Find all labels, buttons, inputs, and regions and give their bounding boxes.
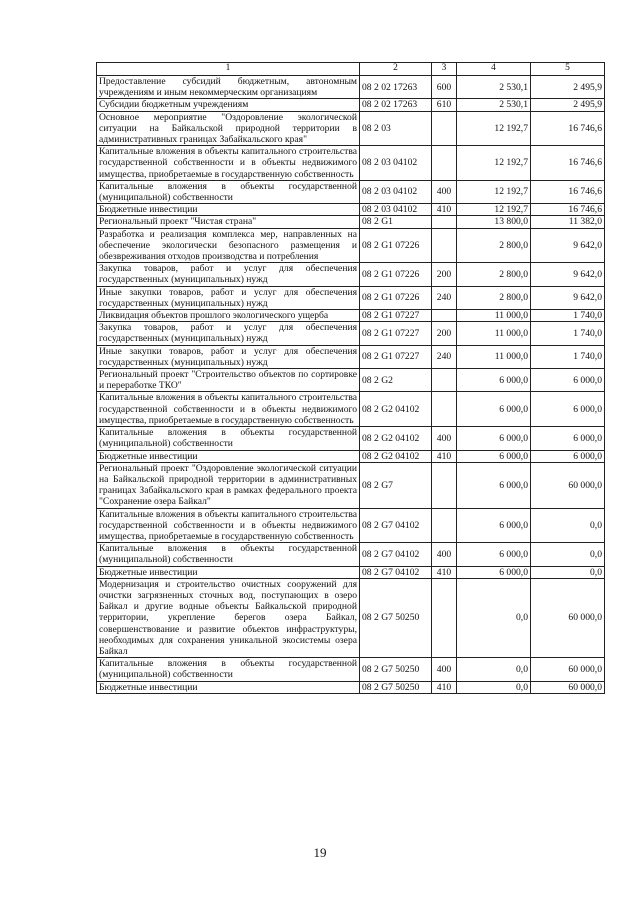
row-code-cell: 08 2 G7 04102	[360, 566, 432, 578]
row-code-cell: 08 2 G1 07227	[360, 310, 432, 322]
row-sum-2020-cell: 6 000,0	[457, 566, 531, 578]
row-code-cell: 08 2 02 17263	[360, 99, 432, 111]
row-sum-2021-cell: 60 000,0	[531, 462, 605, 508]
row-sum-2021-cell: 0,0	[531, 566, 605, 578]
row-sum-2020-cell: 12 192,7	[457, 180, 531, 203]
row-name-cell: Бюджетные инвестиции	[97, 450, 360, 462]
table-row	[97, 216, 605, 228]
header-col-5: 5	[531, 63, 605, 76]
row-sum-2020-cell: 2 530,1	[457, 99, 531, 111]
row-vr-cell	[432, 578, 457, 657]
header-col-2: 2	[360, 63, 432, 76]
row-code-cell: 08 2 G1 07226	[360, 228, 432, 263]
row-vr-cell	[432, 369, 457, 392]
row-code-cell: 08 2 G2 04102	[360, 450, 432, 462]
row-code-cell: 08 2 G7 50250	[360, 681, 432, 693]
row-name-cell: Региональный проект "Строительство объектов по сортировке и переработке ТКО"	[97, 369, 360, 392]
row-vr-cell	[432, 462, 457, 508]
row-sum-2021-cell: 0,0	[531, 508, 605, 543]
row-sum-2020-cell: 0,0	[457, 681, 531, 693]
row-sum-2021-cell: 0,0	[531, 543, 605, 566]
row-vr-cell	[432, 392, 457, 427]
table-row	[97, 543, 605, 566]
row-sum-2020-cell: 0,0	[457, 658, 531, 681]
row-vr-cell	[432, 228, 457, 263]
table-row	[97, 345, 605, 368]
table-row	[97, 180, 605, 203]
row-code-cell: 08 2 G1 07226	[360, 286, 432, 309]
row-name-cell: Ликвидация объектов прошлого экологического ущерба	[97, 310, 360, 322]
row-sum-2021-cell: 6 000,0	[531, 450, 605, 462]
budget-table-container	[96, 62, 604, 694]
row-name-cell: Капитальные вложения в объекты капитального строительства государственной собственности и в объекты недвижимого имущества, приобретаемые в государственную собственность	[97, 392, 360, 427]
row-sum-2021-cell: 9 642,0	[531, 228, 605, 263]
row-name-cell: Закупка товаров, работ и услуг для обеспечения государственных (муниципальных) нужд	[97, 322, 360, 345]
row-vr-cell: 410	[432, 204, 457, 216]
row-sum-2021-cell: 9 642,0	[531, 286, 605, 309]
row-sum-2020-cell: 11 000,0	[457, 310, 531, 322]
row-name-cell: Капитальные вложения в объекты государственной (муниципальной) собственности	[97, 180, 360, 203]
row-sum-2021-cell: 1 740,0	[531, 310, 605, 322]
row-vr-cell: 410	[432, 681, 457, 693]
table-row	[97, 681, 605, 693]
row-name-cell: Предоставление субсидий бюджетным, автономным учреждениям и иным некоммерческим организациям	[97, 76, 360, 99]
table-row	[97, 310, 605, 322]
row-sum-2020-cell: 13 800,0	[457, 216, 531, 228]
table-row	[97, 578, 605, 657]
row-code-cell: 08 2 G1 07227	[360, 345, 432, 368]
row-code-cell: 08 2 G7	[360, 462, 432, 508]
row-sum-2020-cell: 6 000,0	[457, 450, 531, 462]
row-sum-2021-cell: 60 000,0	[531, 658, 605, 681]
row-sum-2021-cell: 16 746,6	[531, 146, 605, 181]
row-name-cell: Капитальные вложения в объекты капитального строительства государственной собственности и в объекты недвижимого имущества, приобретаемые в государственную собственность	[97, 508, 360, 543]
row-code-cell: 08 2 G7 50250	[360, 658, 432, 681]
row-name-cell: Капитальные вложения в объекты капитального строительства государственной собственности и в объекты недвижимого имущества, приобретаемые в государственную собственность	[97, 146, 360, 181]
row-sum-2020-cell: 6 000,0	[457, 462, 531, 508]
table-header-row	[97, 63, 605, 76]
row-vr-cell: 410	[432, 450, 457, 462]
table-row	[97, 462, 605, 508]
table-row	[97, 392, 605, 427]
row-sum-2021-cell: 60 000,0	[531, 578, 605, 657]
table-row	[97, 369, 605, 392]
row-vr-cell: 240	[432, 345, 457, 368]
table-row	[97, 76, 605, 99]
row-sum-2021-cell: 2 495,9	[531, 99, 605, 111]
row-vr-cell: 410	[432, 566, 457, 578]
table-row	[97, 99, 605, 111]
row-sum-2021-cell: 16 746,6	[531, 111, 605, 146]
row-sum-2021-cell: 2 495,9	[531, 76, 605, 99]
row-vr-cell: 400	[432, 543, 457, 566]
row-sum-2021-cell: 60 000,0	[531, 681, 605, 693]
row-name-cell: Разработка и реализация комплекса мер, направленных на обеспечение экологически безопасного размещения и обезвреживания отходов производства и потребления	[97, 228, 360, 263]
row-vr-cell: 240	[432, 286, 457, 309]
row-sum-2020-cell: 6 000,0	[457, 508, 531, 543]
row-name-cell: Капитальные вложения в объекты государственной (муниципальной) собственности	[97, 543, 360, 566]
row-sum-2021-cell: 1 740,0	[531, 322, 605, 345]
row-sum-2020-cell: 11 000,0	[457, 322, 531, 345]
row-code-cell: 08 2 G7 50250	[360, 578, 432, 657]
row-name-cell: Региональный проект "Чистая страна"	[97, 216, 360, 228]
row-vr-cell	[432, 146, 457, 181]
table-row	[97, 322, 605, 345]
table-row	[97, 228, 605, 263]
row-sum-2020-cell: 12 192,7	[457, 146, 531, 181]
row-sum-2020-cell: 6 000,0	[457, 392, 531, 427]
row-vr-cell	[432, 310, 457, 322]
page-number: 19	[313, 845, 327, 860]
row-name-cell: Бюджетные инвестиции	[97, 681, 360, 693]
row-sum-2021-cell: 11 382,0	[531, 216, 605, 228]
table-row	[97, 263, 605, 286]
row-code-cell: 08 2 G7 04102	[360, 543, 432, 566]
table-row	[97, 146, 605, 181]
row-sum-2020-cell: 12 192,7	[457, 204, 531, 216]
row-code-cell: 08 2 G2 04102	[360, 392, 432, 427]
row-sum-2020-cell: 2 530,1	[457, 76, 531, 99]
row-sum-2021-cell: 6 000,0	[531, 369, 605, 392]
row-sum-2020-cell: 2 800,0	[457, 263, 531, 286]
row-sum-2021-cell: 9 642,0	[531, 263, 605, 286]
row-code-cell: 08 2 G1 07226	[360, 263, 432, 286]
row-sum-2021-cell: 1 740,0	[531, 345, 605, 368]
table-row	[97, 427, 605, 450]
row-sum-2020-cell: 6 000,0	[457, 369, 531, 392]
row-code-cell: 08 2 G2	[360, 369, 432, 392]
row-name-cell: Иные закупки товаров, работ и услуг для обеспечения государственных (муниципальных) нужд	[97, 286, 360, 309]
row-code-cell: 08 2 03 04102	[360, 180, 432, 203]
table-row	[97, 204, 605, 216]
budget-table	[96, 62, 605, 694]
row-vr-cell: 400	[432, 658, 457, 681]
row-sum-2020-cell: 12 192,7	[457, 111, 531, 146]
row-vr-cell: 600	[432, 76, 457, 99]
row-vr-cell	[432, 216, 457, 228]
row-name-cell: Капитальные вложения в объекты государственной (муниципальной) собственности	[97, 658, 360, 681]
table-row	[97, 566, 605, 578]
row-sum-2020-cell: 6 000,0	[457, 427, 531, 450]
row-sum-2021-cell: 16 746,6	[531, 204, 605, 216]
table-row	[97, 508, 605, 543]
header-col-4: 4	[457, 63, 531, 76]
row-sum-2020-cell: 2 800,0	[457, 286, 531, 309]
row-vr-cell: 400	[432, 427, 457, 450]
row-vr-cell: 610	[432, 99, 457, 111]
row-name-cell: Закупка товаров, работ и услуг для обеспечения государственных (муниципальных) нужд	[97, 263, 360, 286]
row-sum-2020-cell: 0,0	[457, 578, 531, 657]
row-vr-cell: 400	[432, 180, 457, 203]
row-sum-2021-cell: 6 000,0	[531, 427, 605, 450]
row-name-cell: Бюджетные инвестиции	[97, 566, 360, 578]
row-sum-2020-cell: 6 000,0	[457, 543, 531, 566]
table-row	[97, 286, 605, 309]
row-vr-cell	[432, 508, 457, 543]
row-code-cell: 08 2 03 04102	[360, 204, 432, 216]
row-name-cell: Иные закупки товаров, работ и услуг для обеспечения государственных (муниципальных) нужд	[97, 345, 360, 368]
row-name-cell: Модернизация и строительство очистных сооружений для очистки загрязненных сточных вод, поступающих в озеро Байкал и другие водные объекты Байкальской природной территории, укрепление берегов озера Байкал, совершенствование и развитие объектов инфраструктуры, необходимых для сохранения уникальной экосистемы озера Байкал	[97, 578, 360, 657]
row-code-cell: 08 2 02 17263	[360, 76, 432, 99]
header-col-1: 1	[97, 63, 360, 76]
table-row	[97, 450, 605, 462]
row-name-cell: Бюджетные инвестиции	[97, 204, 360, 216]
row-code-cell: 08 2 G7 04102	[360, 508, 432, 543]
header-col-3: 3	[432, 63, 457, 76]
row-sum-2021-cell: 6 000,0	[531, 392, 605, 427]
row-name-cell: Региональный проект "Оздоровление экологической ситуации на Байкальской природной территории в административных границах Забайкальского края в рамках федерального проекта "Сохранение озера Байкал"	[97, 462, 360, 508]
row-sum-2020-cell: 2 800,0	[457, 228, 531, 263]
row-name-cell: Капитальные вложения в объекты государственной (муниципальной) собственности	[97, 427, 360, 450]
table-row	[97, 111, 605, 146]
row-vr-cell	[432, 111, 457, 146]
row-vr-cell: 200	[432, 263, 457, 286]
row-code-cell: 08 2 03 04102	[360, 146, 432, 181]
row-name-cell: Основное мероприятие "Оздоровление экологической ситуации на Байкальской природной территории в административных границах Забайкальского края"	[97, 111, 360, 146]
row-code-cell: 08 2 G1 07227	[360, 322, 432, 345]
table-row	[97, 658, 605, 681]
row-vr-cell: 200	[432, 322, 457, 345]
row-sum-2020-cell: 11 000,0	[457, 345, 531, 368]
row-code-cell: 08 2 G1	[360, 216, 432, 228]
row-sum-2021-cell: 16 746,6	[531, 180, 605, 203]
row-name-cell: Субсидии бюджетным учреждениям	[97, 99, 360, 111]
row-code-cell: 08 2 G2 04102	[360, 427, 432, 450]
row-code-cell: 08 2 03	[360, 111, 432, 146]
